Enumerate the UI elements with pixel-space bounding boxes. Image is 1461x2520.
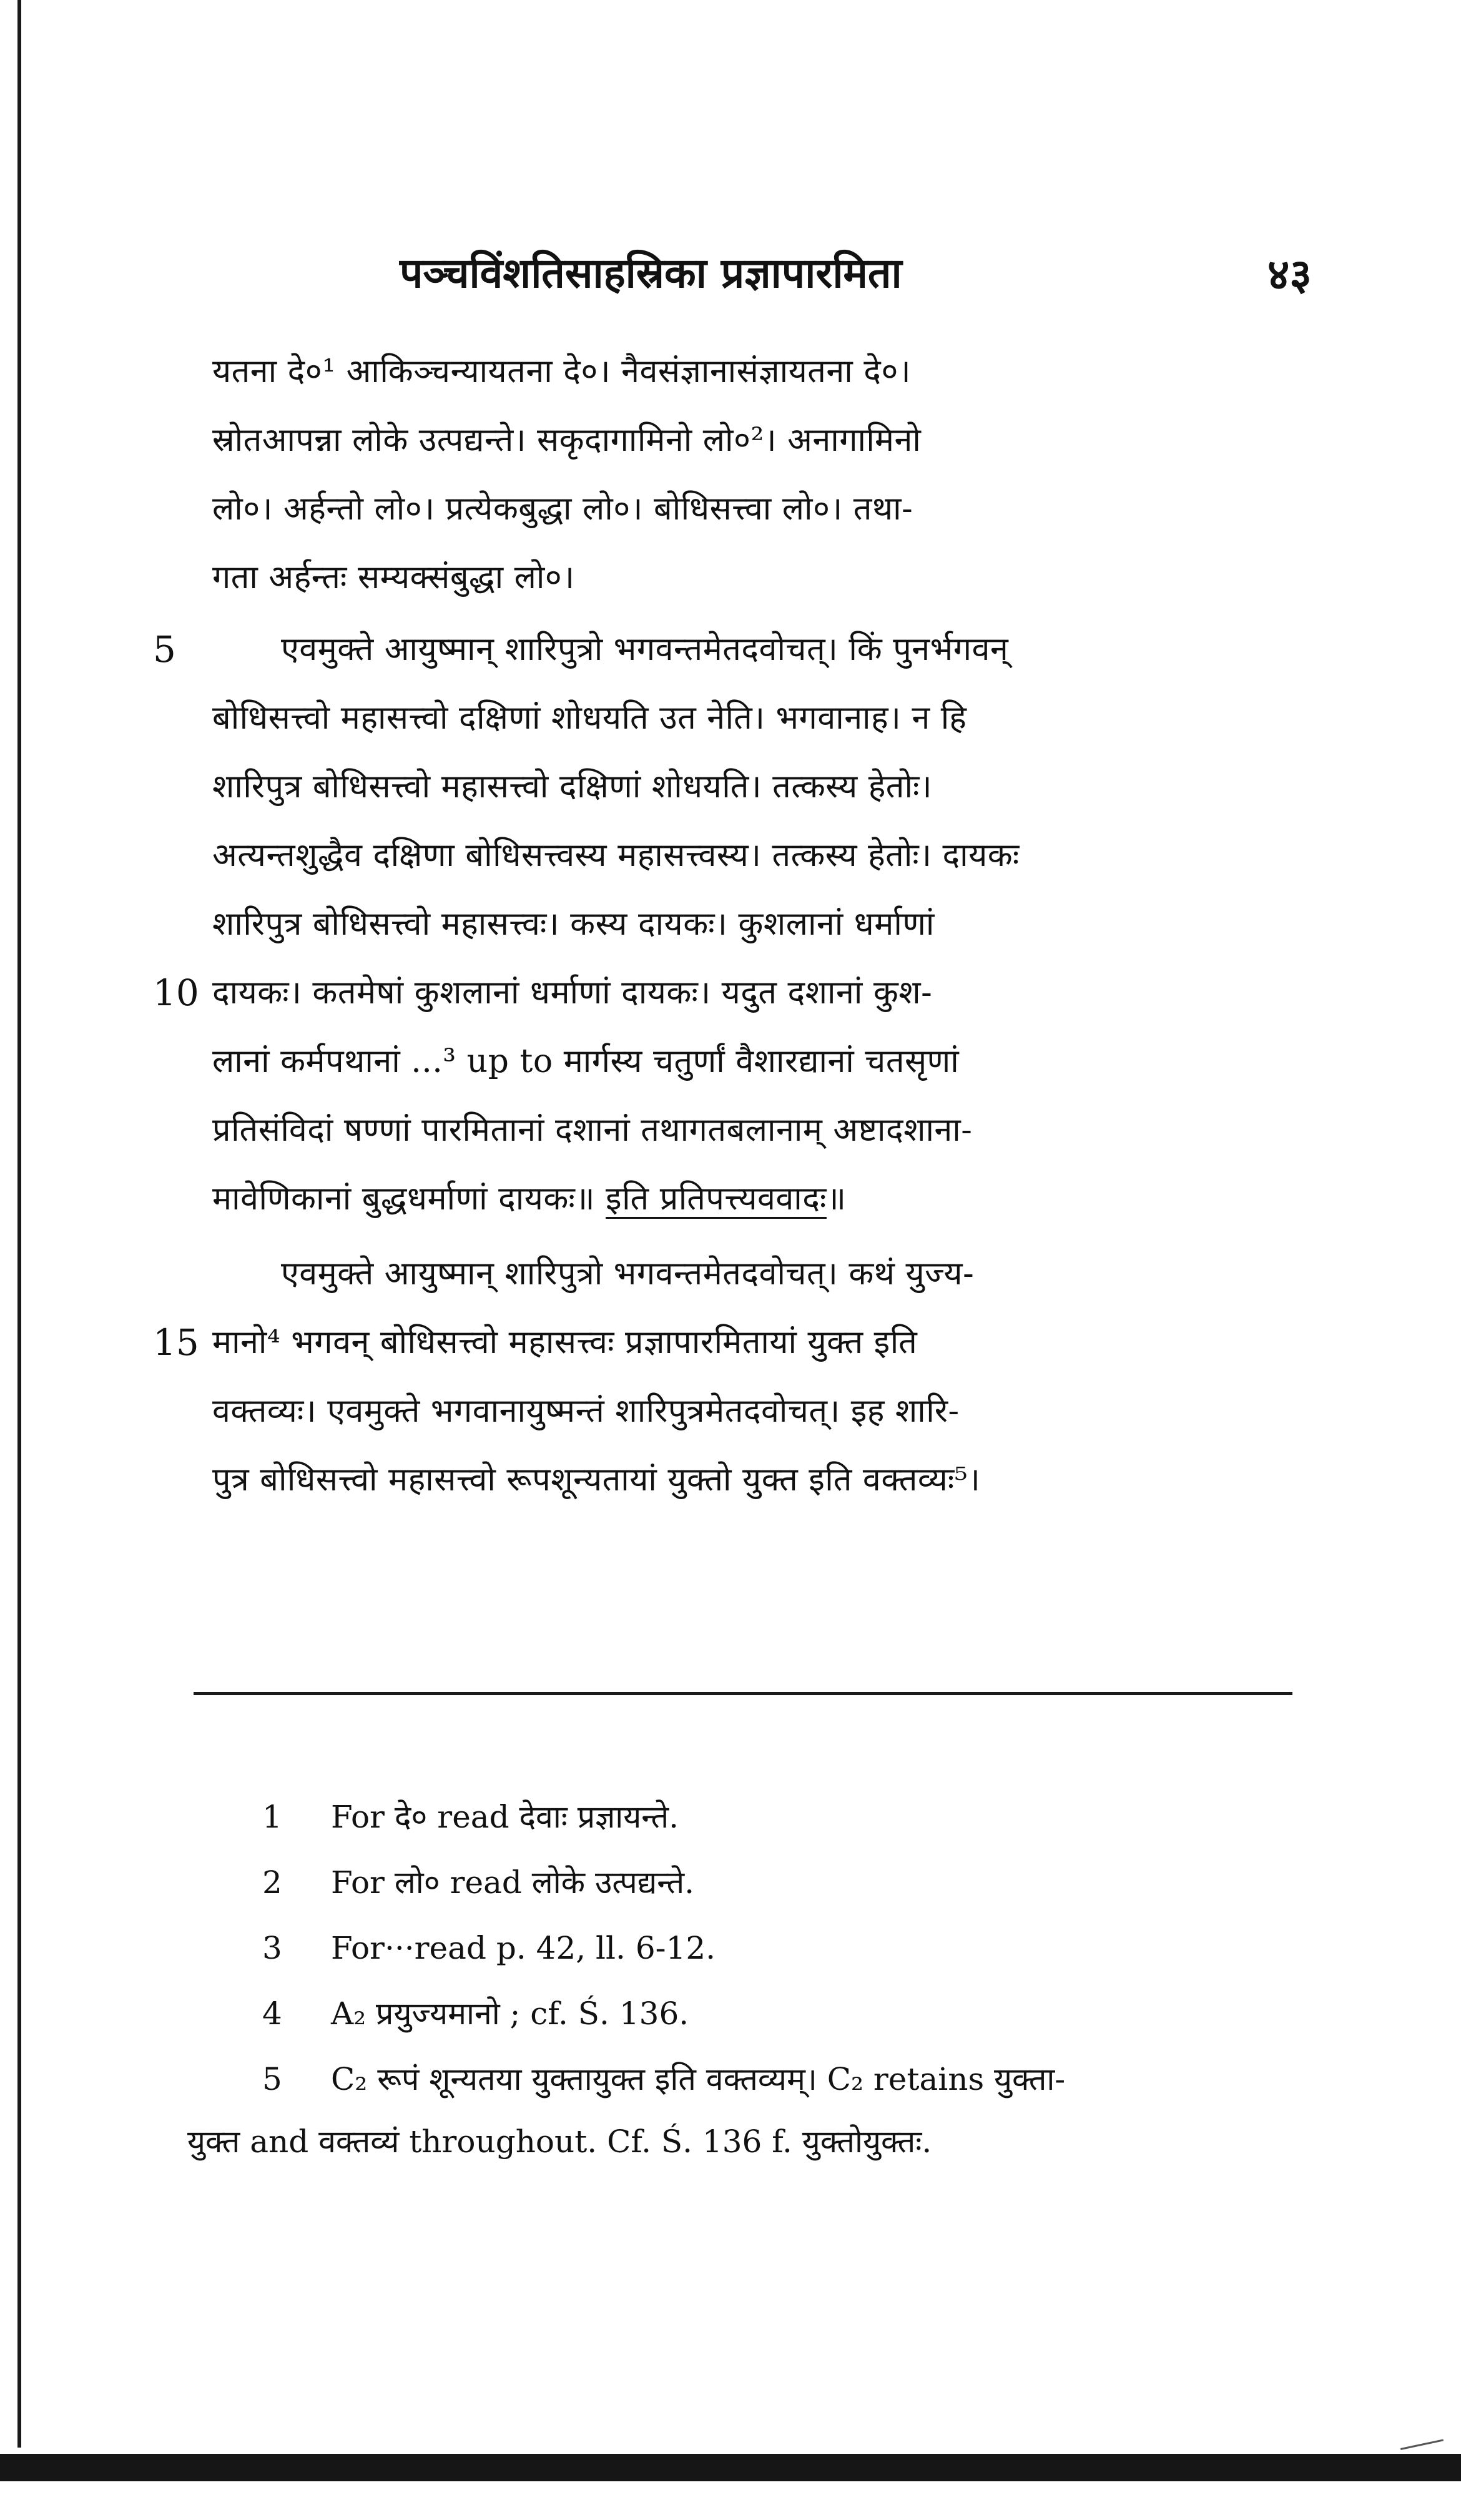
text-line: मानो⁴ भगवन् बोधिसत्त्वो महासत्त्वः प्रज्ञापारमितायां युक्त इति <box>212 1324 918 1361</box>
corner-mark <box>1397 2424 1444 2450</box>
text-line: पुत्र बोधिसत्त्वो महासत्त्वो रूपशून्यतायां युक्तो युक्त इति वक्तव्यः⁵। <box>212 1461 981 1499</box>
text-line: बोधिसत्त्वो महासत्त्वो दक्षिणां शोधयति उत नेति। भगवानाह। न हि <box>212 699 967 737</box>
line-number: 5 <box>153 628 176 671</box>
page-left-border <box>17 0 21 2448</box>
text-line: शारिपुत्र बोधिसत्त्वो महासत्त्वो दक्षिणां शोधयति। तत्कस्य हेतोः। <box>212 768 933 805</box>
text-line: दायकः। कतमेषां कुशलानां धर्माणां दायकः। यदुत दशानां कुश- <box>212 974 933 1011</box>
text-line: लो०। अर्हन्तो लो०। प्रत्येकबुद्धा लो०। बोधिसत्त्वा लो०। तथा- <box>212 490 913 528</box>
footnote-text: C₂ रूपं शून्यतया युक्तायुक्त इति वक्तव्यम्। C₂ retains युक्ता- <box>331 2061 1066 2097</box>
footnote-number: 3 <box>262 1930 282 1966</box>
page-header <box>0 244 1461 312</box>
line-number: 10 <box>153 972 199 1014</box>
text-line: वक्तव्यः। एवमुक्ते भगवानायुष्मन्तं शारिपुत्रमेतदवोचत्। इह शारि- <box>212 1392 960 1430</box>
footnote-divider <box>194 1692 1292 1695</box>
footnote <box>187 1982 1317 2045</box>
footnote-number: 4 <box>262 1996 282 2032</box>
footnote <box>187 1851 1317 1914</box>
text-line: शारिपुत्र बोधिसत्त्वो महासत्त्वः। कस्य दायकः। कुशलानां धर्माणां <box>212 905 935 943</box>
footnote-continuation: युक्त and वक्तव्यं throughout. Cf. Ś. 136 f. युक्तोयुक्तः. <box>187 2124 932 2160</box>
footnote <box>187 1786 1317 1848</box>
footnote <box>187 1917 1317 1979</box>
footnote-number: 2 <box>262 1864 282 1901</box>
text-segment: ॥ <box>826 1180 847 1218</box>
page-bottom-border <box>0 2454 1461 2481</box>
footnote-number: 1 <box>262 1799 282 1835</box>
text-line: स्रोतआपन्ना लोके उत्पद्यन्ते। सकृदागामिनो लो०²। अनागामिनो <box>212 421 922 459</box>
text-line: गता अर्हन्तः सम्यक्संबुद्धा लो०। <box>212 559 575 596</box>
section-end-label: इति प्रतिपत्त्यववादः <box>606 1180 827 1218</box>
text-line: प्रतिसंविदां षण्णां पारमितानां दशानां तथागतबलानाम् अष्टादशाना- <box>212 1111 973 1149</box>
footnote <box>187 2048 1317 2110</box>
line-number: 15 <box>153 1321 199 1364</box>
text-line <box>212 1164 1311 1233</box>
footnote-text: For दे० read देवाः प्रज्ञायन्ते. <box>331 1799 679 1835</box>
text-line: एवमुक्ते आयुष्मान् शारिपुत्रो भगवन्तमेतदवोचत्। कथं युज्य- <box>281 1255 975 1292</box>
footnote-text: For···read p. 42, ll. 6-12. <box>331 1930 716 1966</box>
page-number: ४३ <box>1267 250 1312 300</box>
text-line: अत्यन्तशुद्धैव दक्षिणा बोधिसत्त्वस्य महासत्त्वस्य। तत्कस्य हेतोः। दायकः <box>212 837 1020 874</box>
footnote-text: A₂ प्रयुज्यमानो ; cf. Ś. 136. <box>331 1996 689 2032</box>
text-line: यतना दे०¹ आकिञ्चन्यायतना दे०। नैवसंज्ञानासंज्ञायतना दे०। <box>212 353 912 390</box>
text-line: लानां कर्मपथानां ...³ up to मार्गस्य चतुर्णां वैशारद्यानां चतसृणां <box>212 1043 960 1080</box>
running-title: पञ्चविंशतिसाहस्रिका प्रज्ञापारमिता <box>400 249 902 297</box>
footnote-text: For लो० read लोके उत्पद्यन्ते. <box>331 1864 695 1901</box>
footnote-number: 5 <box>262 2061 282 2097</box>
text-line: एवमुक्ते आयुष्मान् शारिपुत्रो भगवन्तमेतदवोचत्। किं पुनर्भगवन् <box>281 631 1009 668</box>
text-segment: मावेणिकानां बुद्धधर्माणां दायकः॥ <box>212 1180 606 1218</box>
